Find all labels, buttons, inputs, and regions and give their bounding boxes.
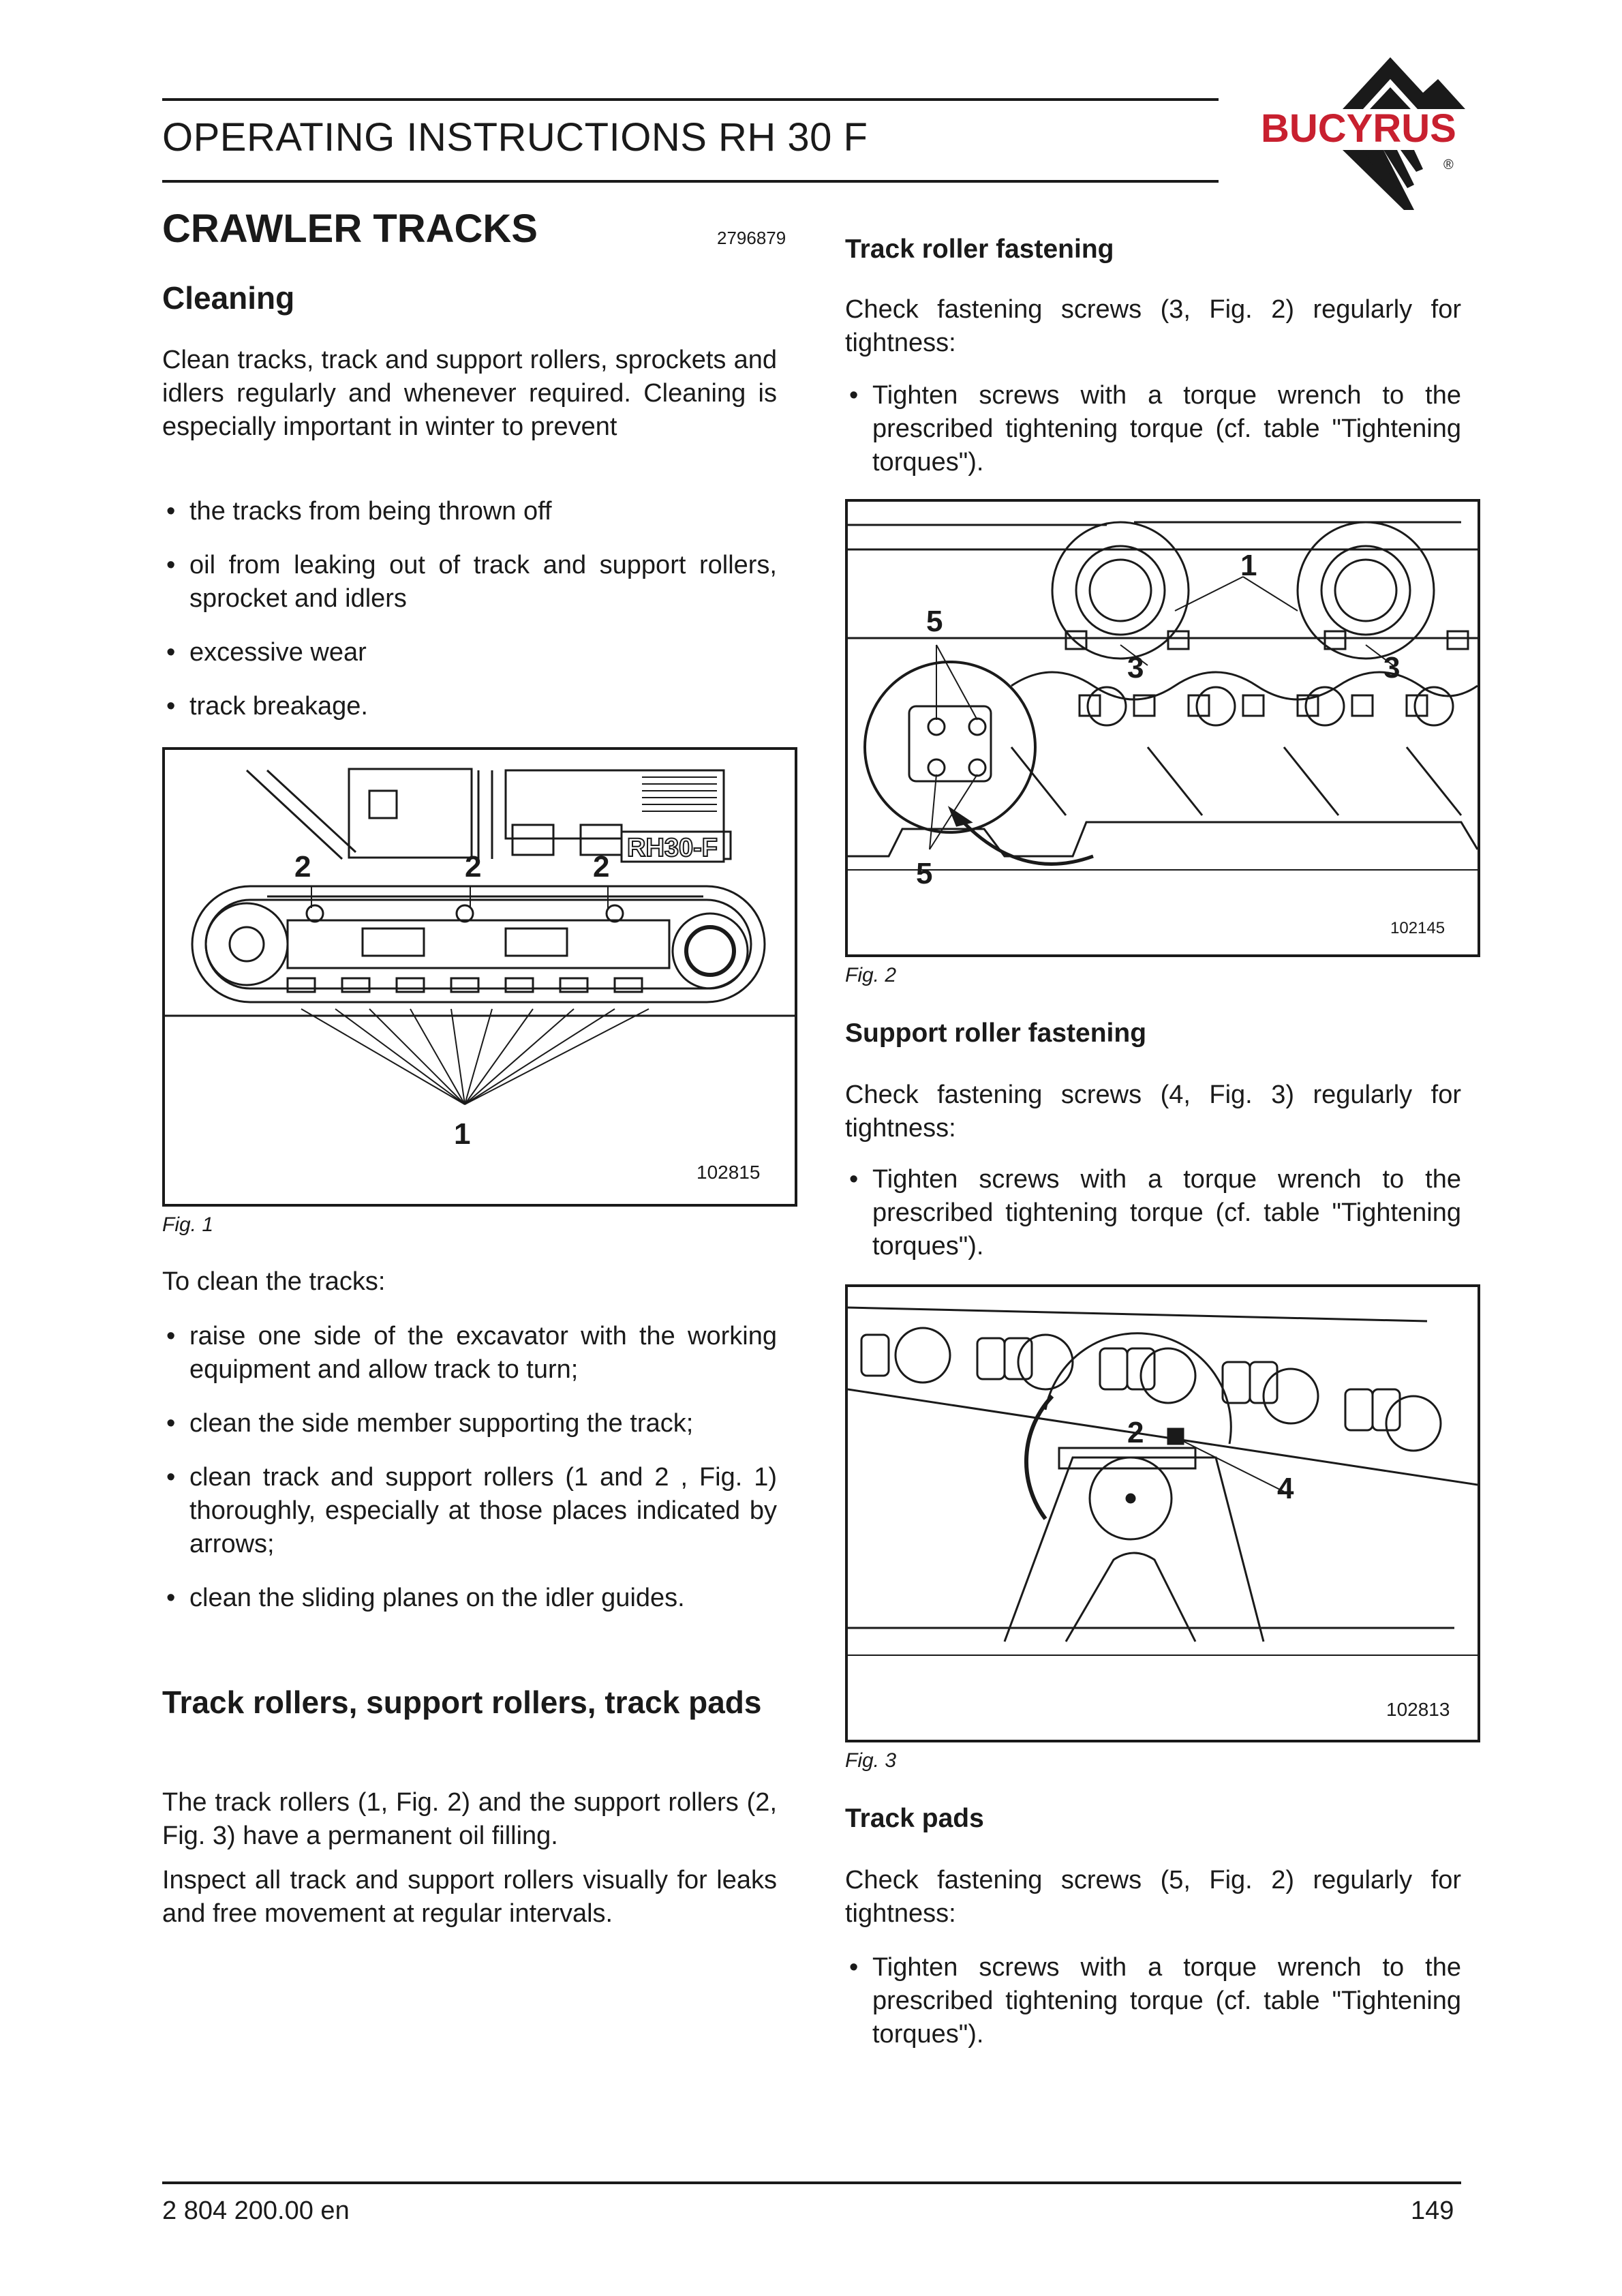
fig1-label-2c: 2 — [593, 850, 610, 883]
fig3-label-4: 4 — [1277, 1472, 1294, 1505]
track-roller-bullet-list — [845, 379, 1461, 500]
list-item: • oil from leaking out of track and support rollers, sprocket and idlers — [162, 549, 777, 616]
fig1-caption: Fig. 1 — [162, 1213, 214, 1236]
fig2-code: 102145 — [1390, 919, 1445, 937]
section-code: 2796879 — [717, 228, 786, 248]
track-pads-heading: Track pads — [845, 1804, 984, 1833]
header-rule-bottom — [162, 180, 1219, 183]
footer-rule — [162, 2181, 1461, 2184]
model-plate-text: RH30-F — [627, 834, 718, 862]
list-item: • excessive wear — [162, 636, 777, 669]
cleaning-intro: Clean tracks, track and support rollers, sprockets and idlers regularly and whenever required. Cleaning is especially important in winter to prevent — [162, 346, 777, 441]
support-roller-bullet-list — [845, 1163, 1461, 1284]
fig3-caption: Fig. 3 — [845, 1749, 897, 1772]
fig1-code: 102815 — [697, 1162, 761, 1183]
list-item: • Tighten screws with a torque wrench to the prescribed tightening torque (cf. table "Tightening torques"). — [845, 1951, 1461, 2051]
rollers-heading: Track rollers, support rollers, track pads — [162, 1685, 762, 1720]
logo-text: BUCYRUS — [1261, 106, 1456, 151]
fig2-label-5a: 5 — [926, 605, 943, 638]
figure-1 — [162, 747, 797, 1207]
list-item: • raise one side of the excavator with the working equipment and allow track to turn; — [162, 1320, 777, 1387]
list-item: • Tighten screws with a torque wrench to the prescribed tightening torque (cf. table "Tightening torques"). — [845, 379, 1461, 479]
support-roller-heading: Support roller fastening — [845, 1018, 1147, 1048]
fig1-label-1: 1 — [454, 1117, 471, 1151]
fig1-label-2b: 2 — [465, 850, 482, 883]
rollers-paragraph-2: Inspect all track and support rollers visually for leaks and free movement at regular intervals. — [162, 1866, 777, 1928]
doc-number: 2 804 200.00 en — [162, 2196, 350, 2225]
list-item: • clean track and support rollers (1 and 2 , Fig. 1) thoroughly, especially at those places indicated by arrows; — [162, 1461, 777, 1561]
list-item: • clean the sliding planes on the idler guides. — [162, 1582, 777, 1615]
cleaning-bullet-list — [162, 495, 777, 744]
header-title: OPERATING INSTRUCTIONS RH 30 F — [162, 115, 868, 160]
fig3-label-2: 2 — [1127, 1416, 1144, 1449]
rollers-paragraph-1: The track rollers (1, Fig. 2) and the support rollers (2, Fig. 3) have a permanent oil filling. — [162, 1788, 777, 1850]
logo-registered-mark: ® — [1443, 157, 1454, 172]
track-roller-text: Check fastening screws (3, Fig. 2) regularly for tightness: — [845, 295, 1461, 357]
list-item: • track breakage. — [162, 690, 777, 723]
list-item: • Tighten screws with a torque wrench to the prescribed tightening torque (cf. table "Tightening torques"). — [845, 1163, 1461, 1263]
bucyrus-logo-mark-icon — [1261, 52, 1520, 215]
clean-tracks-bullet-list — [162, 1320, 777, 1635]
track-pads-text: Check fastening screws (5, Fig. 2) regularly for tightness: — [845, 1866, 1461, 1928]
crawler-track-illustration-icon — [165, 750, 795, 1204]
figure-2 — [845, 499, 1480, 957]
bucyrus-logo — [1261, 52, 1520, 215]
cleaning-heading: Cleaning — [162, 280, 295, 316]
header-rule-top — [162, 98, 1219, 101]
fig2-label-3a: 3 — [1127, 651, 1144, 684]
fig3-code: 102813 — [1386, 1699, 1450, 1720]
section-title: CRAWLER TRACKS — [162, 207, 538, 251]
fig2-label-5b: 5 — [916, 857, 933, 890]
support-roller-text: Check fastening screws (4, Fig. 3) regularly for tightness: — [845, 1081, 1461, 1143]
support-roller-detail-illustration-icon — [848, 1287, 1478, 1740]
list-item: • clean the side member supporting the track; — [162, 1407, 777, 1440]
fig2-caption: Fig. 2 — [845, 964, 897, 986]
fig2-label-1: 1 — [1240, 549, 1257, 582]
figure-3 — [845, 1284, 1480, 1742]
list-item: • the tracks from being thrown off — [162, 495, 777, 528]
fig1-label-2a: 2 — [294, 850, 311, 883]
fig2-label-3b: 3 — [1383, 651, 1401, 684]
track-roller-heading: Track roller fastening — [845, 235, 1114, 264]
track-pads-bullet-list — [845, 1951, 1461, 2072]
clean-tracks-intro: To clean the tracks: — [162, 1267, 386, 1296]
track-roller-detail-illustration-icon — [848, 502, 1478, 954]
page-number: 149 — [1411, 2196, 1454, 2225]
